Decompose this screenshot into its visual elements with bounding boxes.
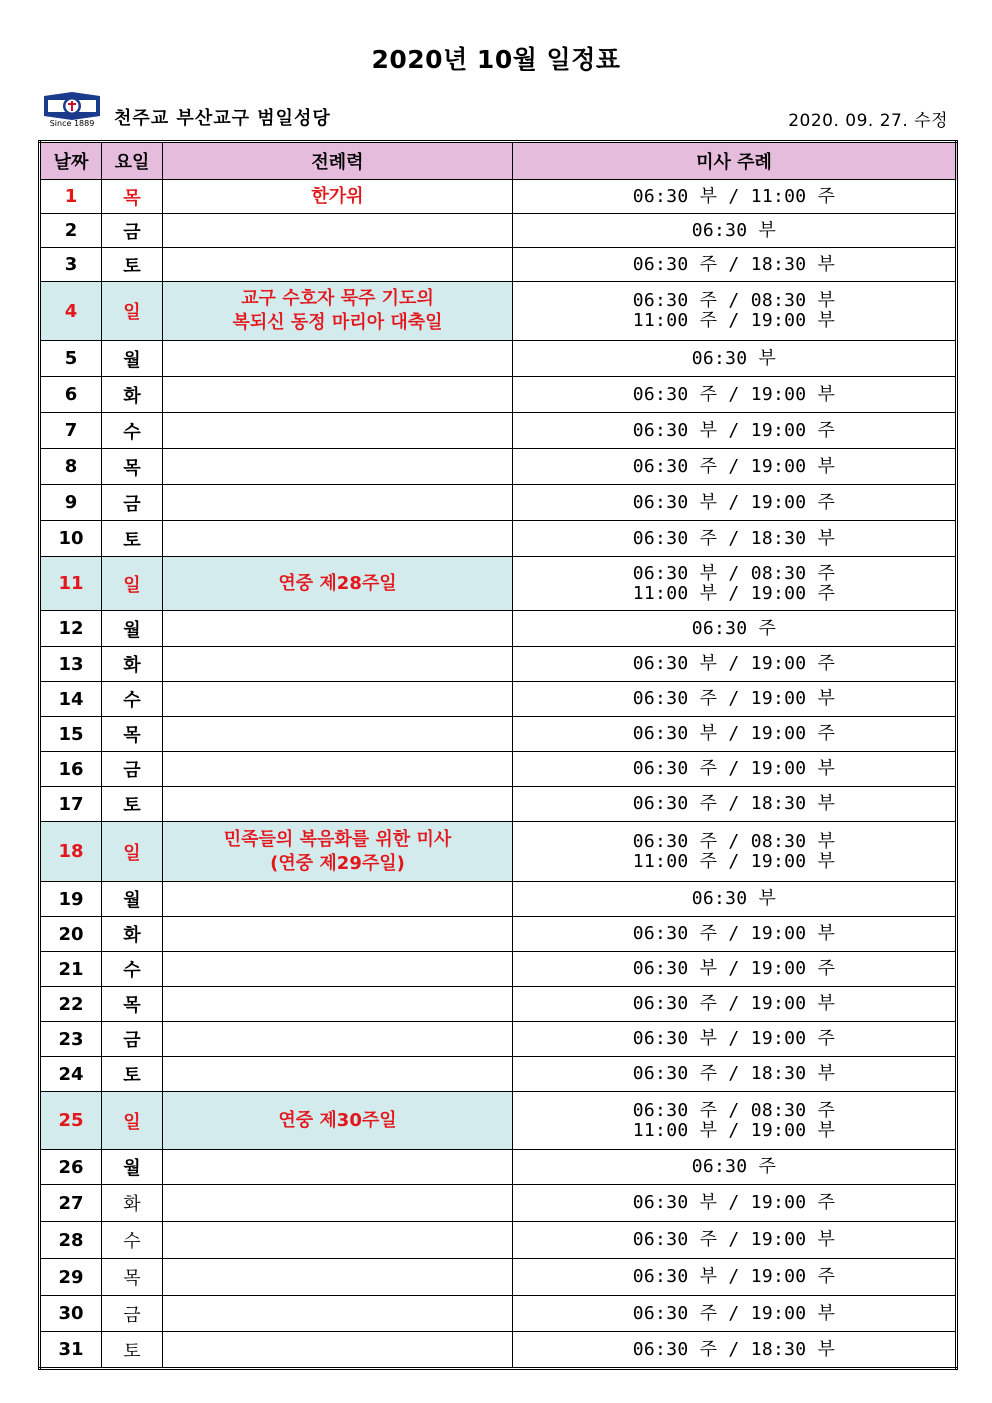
date-cell: 22: [40, 987, 102, 1022]
table-row: [40, 1259, 957, 1296]
table-row: [40, 282, 957, 341]
liturgy-cell: [163, 1092, 513, 1150]
header-mass: 미사 주례: [513, 142, 957, 180]
mass-cell: [513, 1332, 957, 1369]
mass-line: 06:30 부: [691, 219, 777, 241]
mass-line: 06:30 주 / 19:00 부: [632, 688, 836, 709]
table-row: [40, 180, 957, 214]
header-liturgy: 전례력: [163, 142, 513, 180]
liturgy-cell: [163, 180, 513, 214]
table-row: [40, 1092, 957, 1150]
weekday-cell: 일: [102, 822, 163, 882]
date-cell: 3: [40, 248, 102, 282]
weekday-cell: 월: [102, 341, 163, 377]
date-cell: 1: [40, 180, 102, 214]
weekday-cell: 월: [102, 1150, 163, 1185]
table-row: [40, 485, 957, 521]
liturgy-cell: [163, 1150, 513, 1185]
table-row: [40, 557, 957, 611]
date-cell: 24: [40, 1057, 102, 1092]
table-row: [40, 611, 957, 647]
header-date: 날짜: [40, 142, 102, 180]
mass-line: 11:00 주 / 19:00 부: [632, 310, 836, 331]
liturgy-cell: [163, 882, 513, 917]
weekday-cell: 금: [102, 214, 163, 248]
mass-cell: [513, 1185, 957, 1222]
weekday-cell: 월: [102, 882, 163, 917]
liturgy-cell: [163, 647, 513, 682]
mass-line: 06:30 주 / 19:00 부: [632, 1229, 836, 1250]
weekday-cell: 목: [102, 180, 163, 214]
liturgy-cell: [163, 1259, 513, 1296]
weekday-cell: 토: [102, 1057, 163, 1092]
liturgy-cell: [163, 377, 513, 413]
table-row: [40, 1296, 957, 1332]
liturgy-line: 복되신 동정 마리아 대축일: [232, 312, 443, 333]
mass-line: 06:30 주 / 19:00 부: [632, 1302, 836, 1324]
weekday-cell: 금: [102, 1022, 163, 1057]
mass-line: 06:30 주 / 18:30 부: [632, 527, 836, 549]
mass-cell: [513, 413, 957, 449]
liturgy-cell: [163, 787, 513, 822]
mass-line: 06:30 주 / 19:00 부: [632, 758, 836, 779]
mass-line: 06:30 주 / 08:30 부: [632, 830, 836, 852]
mass-line: 06:30 부 / 08:30 주: [632, 562, 836, 584]
liturgy-cell: [163, 557, 513, 611]
date-cell: 31: [40, 1332, 102, 1369]
date-cell: 6: [40, 377, 102, 413]
mass-cell: [513, 987, 957, 1022]
date-cell: 28: [40, 1222, 102, 1259]
parish-emblem-icon: [42, 92, 102, 120]
liturgy-cell: [163, 611, 513, 647]
table-row: [40, 952, 957, 987]
mass-cell: [513, 822, 957, 882]
mass-cell: [513, 752, 957, 787]
liturgy-line: 교구 수호자 묵주 기도의: [241, 288, 434, 309]
date-cell: 26: [40, 1150, 102, 1185]
mass-line: 06:30 주 / 19:00 부: [632, 383, 836, 405]
mass-line: 11:00 주 / 19:00 부: [632, 850, 836, 872]
liturgy-cell: [163, 917, 513, 952]
logo-since-text: Since 1889: [49, 119, 95, 128]
date-cell: 14: [40, 682, 102, 717]
mass-cell: [513, 917, 957, 952]
mass-cell: [513, 647, 957, 682]
liturgy-cell: [163, 682, 513, 717]
table-row: [40, 882, 957, 917]
table-row: [40, 647, 957, 682]
mass-cell: [513, 521, 957, 557]
mass-cell: [513, 1150, 957, 1185]
mass-cell: [513, 682, 957, 717]
mass-cell: [513, 180, 957, 214]
liturgy-line: (연중 제29주일): [270, 852, 405, 874]
date-cell: 30: [40, 1296, 102, 1332]
mass-line: 06:30 주 / 18:30 부: [632, 793, 836, 814]
mass-cell: [513, 1022, 957, 1057]
table-row: [40, 521, 957, 557]
liturgy-line: 연중 제28주일: [278, 572, 397, 594]
mass-line: 06:30 주: [691, 1156, 777, 1177]
mass-line: 06:30 부 / 19:00 주: [632, 1266, 836, 1287]
header-weekday: 요일: [102, 142, 163, 180]
liturgy-cell: [163, 449, 513, 485]
mass-cell: [513, 377, 957, 413]
table-row: [40, 717, 957, 752]
mass-line: 06:30 부 / 11:00 주: [632, 185, 836, 207]
weekday-cell: 수: [102, 1222, 163, 1259]
liturgy-cell: [163, 413, 513, 449]
table-row: [40, 987, 957, 1022]
mass-line: 06:30 주 / 19:00 부: [632, 455, 836, 477]
weekday-cell: 화: [102, 1185, 163, 1222]
date-cell: 10: [40, 521, 102, 557]
mass-line: 06:30 주 / 19:00 부: [632, 923, 836, 944]
mass-cell: [513, 1057, 957, 1092]
table-row: [40, 917, 957, 952]
mass-cell: [513, 1296, 957, 1332]
date-cell: 19: [40, 882, 102, 917]
mass-line: 06:30 부 / 19:00 주: [632, 491, 836, 513]
table-row: [40, 1185, 957, 1222]
date-cell: 29: [40, 1259, 102, 1296]
mass-line: 06:30 주 / 18:30 부: [632, 1063, 836, 1084]
weekday-cell: 월: [102, 611, 163, 647]
weekday-cell: 금: [102, 1296, 163, 1332]
table-row: [40, 449, 957, 485]
mass-line: 06:30 부: [691, 888, 777, 909]
mass-cell: [513, 952, 957, 987]
table-row: [40, 822, 957, 882]
weekday-cell: 토: [102, 1332, 163, 1369]
liturgy-cell: [163, 485, 513, 521]
liturgy-cell: [163, 1185, 513, 1222]
date-cell: 20: [40, 917, 102, 952]
liturgy-cell: [163, 822, 513, 882]
mass-line: 06:30 부 / 19:00 주: [632, 419, 836, 441]
table-row: [40, 214, 957, 248]
date-cell: 4: [40, 282, 102, 341]
mass-line: 06:30 주 / 18:30 부: [632, 253, 836, 275]
liturgy-line: 민족들의 복음화를 위한 미사: [223, 828, 452, 850]
revision-date: 2020. 09. 27. 수정: [788, 111, 948, 131]
liturgy-cell: [163, 717, 513, 752]
mass-line: 06:30 주 / 08:30 부: [632, 290, 836, 311]
weekday-cell: 토: [102, 521, 163, 557]
page-title: 2020년 10월 일정표: [371, 45, 621, 74]
mass-cell: [513, 1222, 957, 1259]
liturgy-cell: [163, 1332, 513, 1369]
table-row: [40, 752, 957, 787]
liturgy-cell: [163, 752, 513, 787]
liturgy-cell: [163, 1222, 513, 1259]
date-cell: 7: [40, 413, 102, 449]
date-cell: 21: [40, 952, 102, 987]
date-cell: 23: [40, 1022, 102, 1057]
date-cell: 13: [40, 647, 102, 682]
mass-cell: [513, 787, 957, 822]
weekday-cell: 토: [102, 248, 163, 282]
mass-line: 06:30 주 / 18:30 부: [632, 1338, 836, 1360]
liturgy-cell: [163, 214, 513, 248]
date-cell: 17: [40, 787, 102, 822]
mass-cell: [513, 214, 957, 248]
mass-line: 06:30 주 / 08:30 주: [632, 1099, 836, 1121]
mass-cell: [513, 611, 957, 647]
weekday-cell: 목: [102, 717, 163, 752]
weekday-cell: 수: [102, 682, 163, 717]
parish-logo: [42, 92, 102, 132]
mass-line: 11:00 부 / 19:00 주: [632, 582, 836, 604]
mass-line: 06:30 부 / 19:00 주: [632, 1028, 836, 1049]
date-cell: 15: [40, 717, 102, 752]
mass-line: 06:30 부 / 19:00 주: [632, 723, 836, 744]
weekday-cell: 금: [102, 752, 163, 787]
table-row: [40, 377, 957, 413]
liturgy-cell: [163, 282, 513, 341]
date-cell: 16: [40, 752, 102, 787]
table-row: [40, 682, 957, 717]
date-cell: 18: [40, 822, 102, 882]
liturgy-line: 연중 제30주일: [278, 1109, 397, 1131]
date-cell: 12: [40, 611, 102, 647]
mass-cell: [513, 485, 957, 521]
mass-line: 06:30 주: [691, 617, 777, 639]
mass-line: 11:00 부 / 19:00 부: [632, 1119, 836, 1141]
weekday-cell: 목: [102, 449, 163, 485]
weekday-cell: 일: [102, 282, 163, 341]
date-cell: 27: [40, 1185, 102, 1222]
liturgy-line: 한가위: [311, 185, 364, 207]
liturgy-cell: [163, 987, 513, 1022]
liturgy-cell: [163, 1296, 513, 1332]
weekday-cell: 화: [102, 917, 163, 952]
table-row: [40, 248, 957, 282]
liturgy-cell: [163, 341, 513, 377]
mass-cell: [513, 282, 957, 341]
weekday-cell: 화: [102, 377, 163, 413]
weekday-cell: 수: [102, 952, 163, 987]
liturgy-cell: [163, 521, 513, 557]
mass-cell: [513, 248, 957, 282]
table-row: [40, 1057, 957, 1092]
mass-line: 06:30 부: [691, 347, 777, 369]
table-header-row: [40, 142, 957, 180]
table-row: [40, 1022, 957, 1057]
date-cell: 9: [40, 485, 102, 521]
weekday-cell: 화: [102, 647, 163, 682]
liturgy-cell: [163, 1057, 513, 1092]
parish-name: 천주교 부산교구 범일성당: [114, 108, 331, 129]
liturgy-cell: [163, 248, 513, 282]
table-row: [40, 413, 957, 449]
date-cell: 8: [40, 449, 102, 485]
date-cell: 25: [40, 1092, 102, 1150]
mass-cell: [513, 557, 957, 611]
table-row: [40, 1150, 957, 1185]
schedule-table: [38, 140, 958, 1370]
weekday-cell: 토: [102, 787, 163, 822]
table-row: [40, 1332, 957, 1369]
weekday-cell: 일: [102, 557, 163, 611]
weekday-cell: 금: [102, 485, 163, 521]
mass-cell: [513, 882, 957, 917]
liturgy-cell: [163, 1022, 513, 1057]
mass-line: 06:30 부 / 19:00 주: [632, 1192, 836, 1213]
mass-cell: [513, 449, 957, 485]
mass-line: 06:30 부 / 19:00 주: [632, 653, 836, 674]
table-row: [40, 787, 957, 822]
mass-cell: [513, 341, 957, 377]
date-cell: 5: [40, 341, 102, 377]
table-row: [40, 1222, 957, 1259]
liturgy-cell: [163, 952, 513, 987]
mass-line: 06:30 주 / 19:00 부: [632, 993, 836, 1014]
weekday-cell: 일: [102, 1092, 163, 1150]
mass-cell: [513, 1092, 957, 1150]
mass-cell: [513, 717, 957, 752]
weekday-cell: 목: [102, 1259, 163, 1296]
date-cell: 2: [40, 214, 102, 248]
weekday-cell: 목: [102, 987, 163, 1022]
table-row: [40, 341, 957, 377]
mass-cell: [513, 1259, 957, 1296]
date-cell: 11: [40, 557, 102, 611]
mass-line: 06:30 부 / 19:00 주: [632, 958, 836, 979]
weekday-cell: 수: [102, 413, 163, 449]
